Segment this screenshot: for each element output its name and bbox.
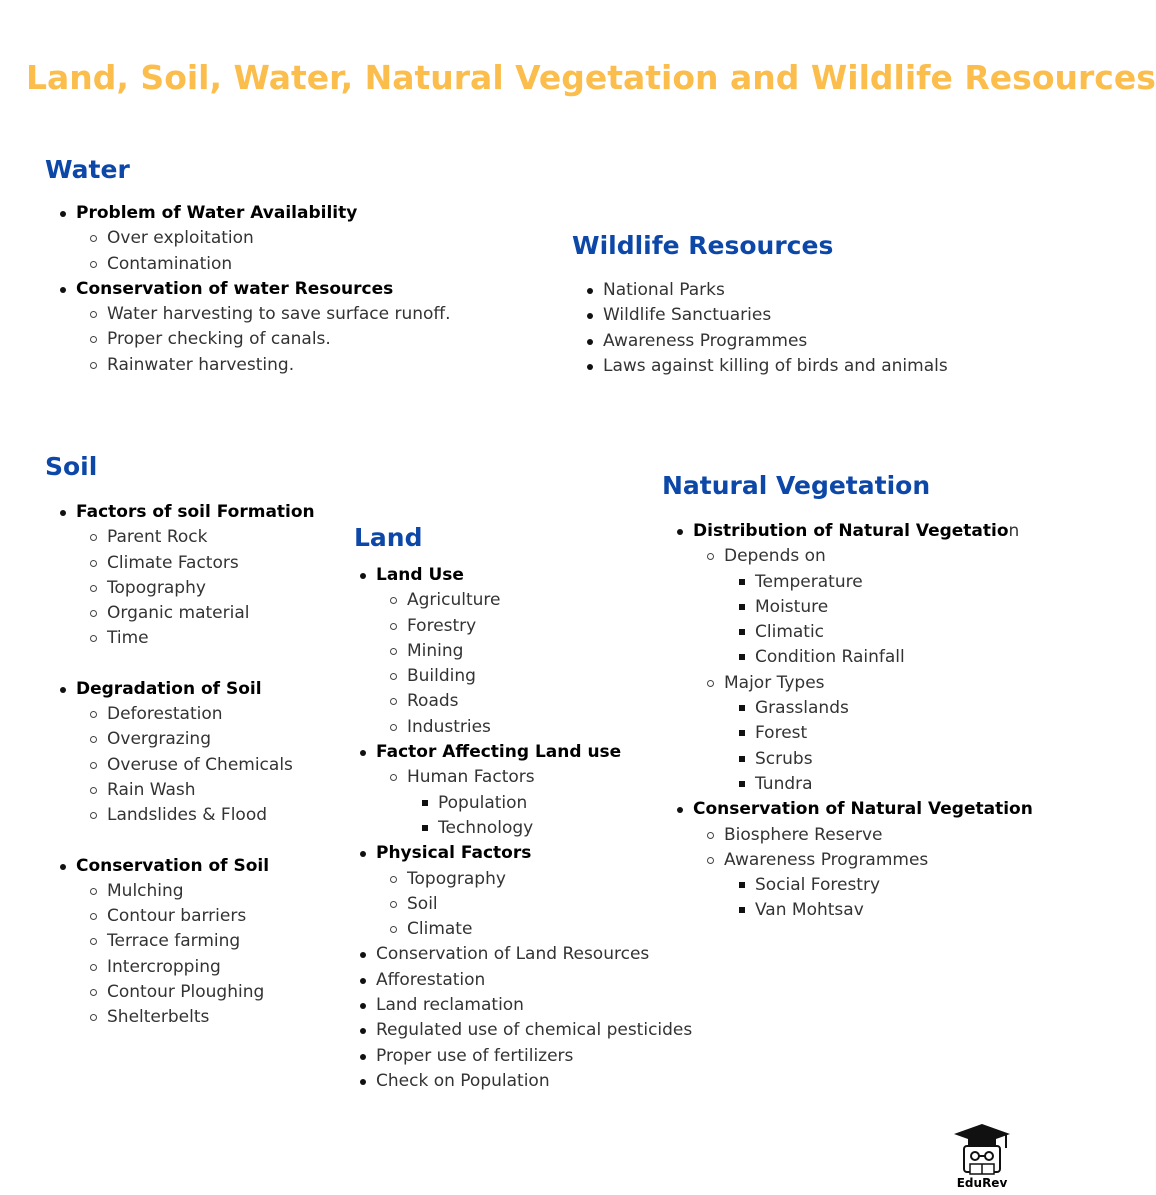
list-item: Physical Factors [376,841,692,866]
wildlife-section [572,229,948,379]
list-item: Moisture [755,595,1033,620]
list-item: Shelterbelts [107,1005,315,1030]
water-heading: Water [45,155,130,184]
list-item: Industries [407,715,692,740]
list-item: Awareness Programmes [603,329,948,354]
list-item: Check on Population [376,1069,692,1094]
list-item: Biosphere Reserve [724,823,1033,848]
list-item: Contour barriers [107,904,315,929]
list-item: Conservation of water Resources [76,277,451,302]
list-item: Afforestation [376,968,692,993]
list-item: Climatic [755,620,1033,645]
list-item: Proper use of fertilizers [376,1044,692,1069]
distribution-label: Distribution of Natural Vegetatio [693,521,1009,541]
list-item: Roads [407,689,692,714]
list-item: Land reclamation [376,993,692,1018]
list-item: Forest [755,721,1033,746]
list-item: Over exploitation [107,226,451,251]
list-item [693,519,1033,544]
list-item: Van Mohtsav [755,898,1033,923]
list-item: Social Forestry [755,873,1033,898]
list-item: Organic material [107,601,315,626]
list-item: Overgrazing [107,727,315,752]
list-item: Agriculture [407,588,692,613]
list-item: Climate Factors [107,551,315,576]
list-item: Building [407,664,692,689]
land-list [354,563,692,1094]
list-item: Technology [438,816,692,841]
list-item: Soil [407,892,692,917]
list-item: Intercropping [107,955,315,980]
list-item: Proper checking of canals. [107,327,451,352]
list-item: Time [107,626,315,651]
list-item: Mining [407,639,692,664]
list-item: Topography [407,867,692,892]
soil-heading: Soil [45,452,98,481]
list-item: Population [438,791,692,816]
list-item: Tundra [755,772,1033,797]
land-section [354,521,692,1094]
list-item: Contamination [107,252,451,277]
list-item: National Parks [603,278,948,303]
distribution-label-tail: n [1008,521,1020,541]
list-item: Mulching [107,879,315,904]
list-item: Regulated use of chemical pesticides [376,1018,692,1043]
list-item: Condition Rainfall [755,645,1033,670]
list-item: Awareness Programmes [724,848,1033,873]
list-item: Grasslands [755,696,1033,721]
spacer [76,829,315,854]
edurev-logo [950,1122,1014,1190]
list-item: Rainwater harvesting. [107,353,451,378]
page-title: Land, Soil, Water, Natural Vegetation and Wildlife Resources [26,58,1156,97]
soil-list [45,500,315,1031]
list-item: Deforestation [107,702,315,727]
list-item: Factor Affecting Land use [376,740,692,765]
list-item: Topography [107,576,315,601]
vegetation-list [662,519,1033,924]
list-item: Contour Ploughing [107,980,315,1005]
list-item: Depends on [724,544,1033,569]
list-item: Major Types [724,671,1033,696]
list-item: Conservation of Natural Vegetation [693,797,1033,822]
list-item: Scrubs [755,747,1033,772]
wildlife-list [572,278,948,379]
list-item: Forestry [407,614,692,639]
list-item: Water harvesting to save surface runoff. [107,302,451,327]
list-item: Temperature [755,570,1033,595]
graduation-cap-icon [950,1122,1014,1178]
list-item: Conservation of Soil [76,854,315,879]
list-item: Factors of soil Formation [76,500,315,525]
water-list [45,201,451,378]
list-item: Rain Wash [107,778,315,803]
wildlife-heading: Wildlife Resources [572,231,834,260]
list-item: Laws against killing of birds and animals [603,354,948,379]
land-heading: Land [354,523,423,552]
spacer [76,652,315,677]
list-item: Conservation of Land Resources [376,942,692,967]
list-item: Land Use [376,563,692,588]
list-item: Problem of Water Availability [76,201,451,226]
logo-text: EduRev [956,1176,1008,1190]
vegetation-heading: Natural Vegetation [662,471,931,500]
list-item: Wildlife Sanctuaries [603,303,948,328]
list-item: Human Factors [407,765,692,790]
list-item: Landslides & Flood [107,803,315,828]
list-item: Overuse of Chemicals [107,753,315,778]
list-item: Degradation of Soil [76,677,315,702]
list-item: Climate [407,917,692,942]
list-item: Terrace farming [107,929,315,954]
soil-section [45,450,315,1031]
vegetation-section [662,469,1033,924]
water-section [45,153,451,378]
list-item: Parent Rock [107,525,315,550]
